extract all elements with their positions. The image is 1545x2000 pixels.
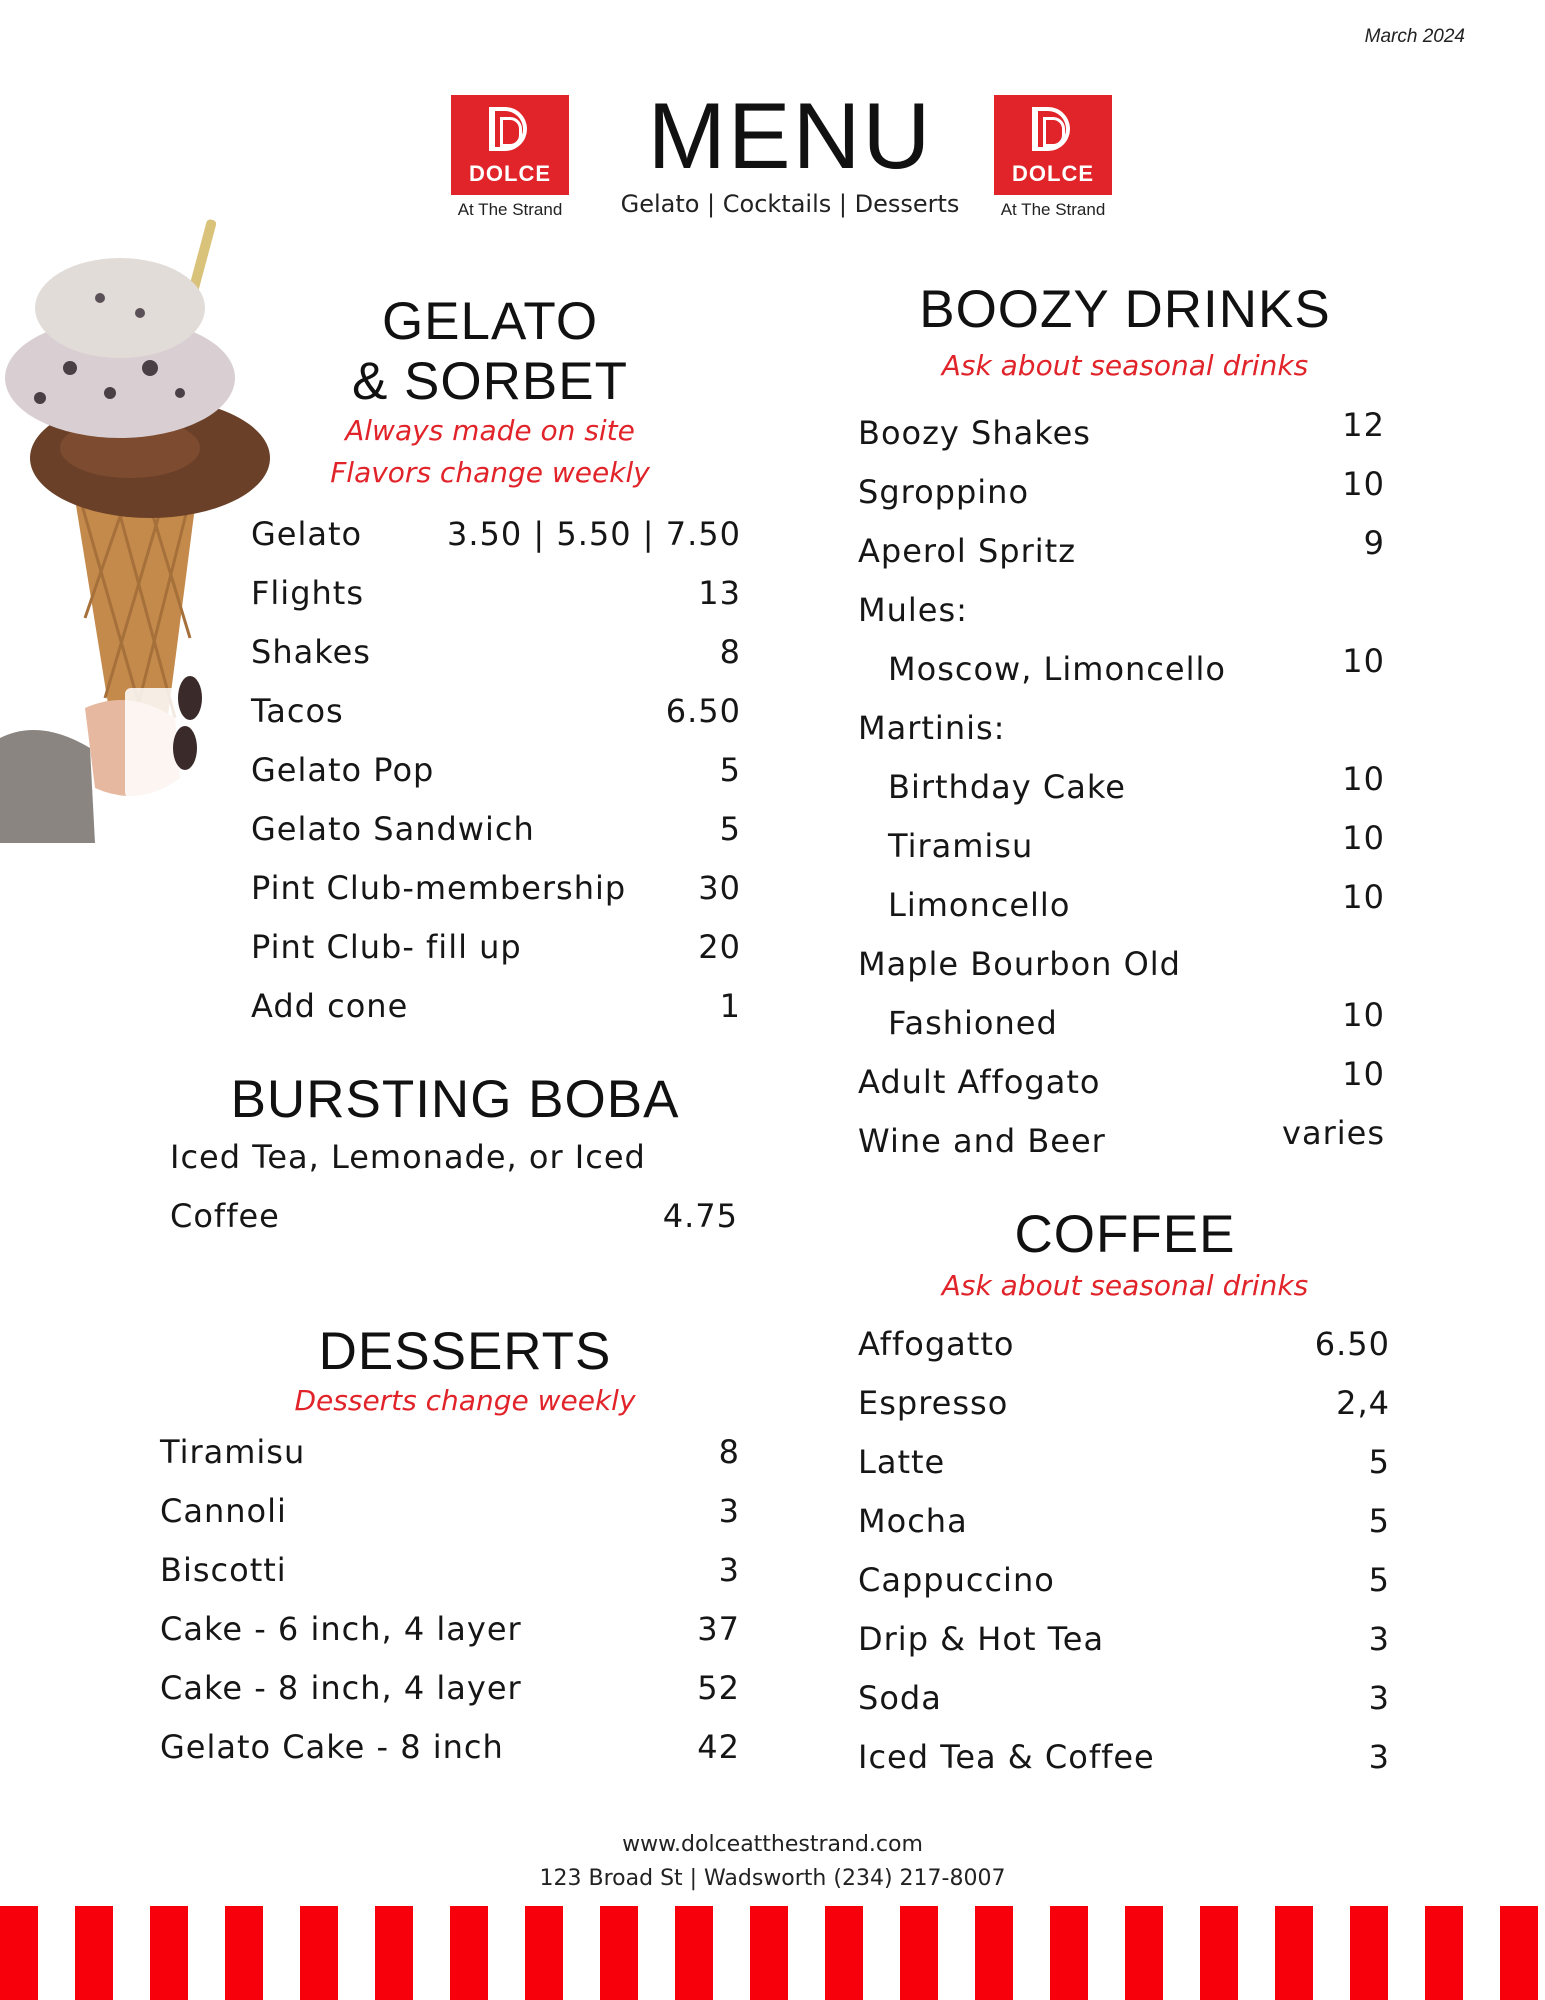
item-name: Gelato Cake - 8 inch — [160, 1728, 504, 1766]
boba-line2: Coffee — [170, 1197, 280, 1235]
item-price: 30 — [698, 869, 741, 907]
item-price: 9 — [1363, 524, 1385, 562]
desserts-note: Desserts change weekly — [294, 1384, 636, 1417]
item-name: Gelato Pop — [251, 751, 435, 789]
item-price: 3.50 | 5.50 | 7.50 — [447, 515, 741, 553]
red-white-stripes — [0, 1906, 1545, 2000]
item-name: Cannoli — [160, 1492, 287, 1530]
menu-title: MENU — [647, 83, 933, 188]
item-name: Mocha — [858, 1502, 968, 1540]
footer-address: 123 Broad St | Wadsworth (234) 217-8007 — [539, 1866, 1006, 1891]
item-price: 10 — [1342, 465, 1385, 503]
gelato-cone-image — [0, 218, 285, 843]
item-price: 3 — [718, 1551, 740, 1589]
item-name: Mules: — [858, 591, 968, 629]
item-price: 10 — [1342, 642, 1385, 680]
item-price: 8 — [718, 1433, 740, 1471]
logo-word: DOLCE — [1012, 161, 1094, 186]
item-name: Wine and Beer — [858, 1122, 1106, 1160]
item-price: varies — [1282, 1114, 1385, 1152]
item-price: 5 — [1368, 1561, 1390, 1599]
gelato-title-line2: & SORBET — [351, 352, 628, 411]
item-price: 52 — [697, 1669, 740, 1707]
item-price: 42 — [697, 1728, 740, 1766]
item-name: Cake - 6 inch, 4 layer — [160, 1610, 522, 1648]
gelato-note-flavors-weekly: Flavors change weekly — [330, 456, 650, 489]
item-name: Tiramisu — [888, 827, 1034, 865]
item-name: Gelato Sandwich — [251, 810, 535, 848]
item-name: Iced Tea & Coffee — [858, 1738, 1155, 1776]
gelato-title-line1: GELATO — [381, 292, 599, 351]
logo-d-icon — [1032, 107, 1070, 151]
item-name: Shakes — [251, 633, 371, 671]
menu-date: March 2024 — [1364, 26, 1465, 47]
item-name: Biscotti — [160, 1551, 287, 1589]
item-name: Pint Club-membership — [251, 869, 627, 907]
item-name: Affogatto — [858, 1325, 1015, 1363]
item-price: 5 — [1368, 1443, 1390, 1481]
boba-line1: Iced Tea, Lemonade, or Iced — [170, 1138, 646, 1176]
item-price: 3 — [718, 1492, 740, 1530]
item-name: Birthday Cake — [888, 768, 1126, 806]
item-price: 3 — [1368, 1738, 1390, 1776]
item-name: Drip & Hot Tea — [858, 1620, 1105, 1658]
item-name: Cappuccino — [858, 1561, 1055, 1599]
logo-mark — [451, 95, 569, 195]
item-name: Latte — [858, 1443, 946, 1481]
item-price: 10 — [1342, 819, 1385, 857]
item-name: Boozy Shakes — [858, 414, 1091, 452]
item-name: Sgroppino — [858, 473, 1030, 511]
item-name: Limoncello — [888, 886, 1071, 924]
coffee-note: Ask about seasonal drinks — [941, 1269, 1309, 1302]
logo-subtitle: At The Strand — [1000, 200, 1106, 219]
item-price: 6.50 — [665, 692, 741, 730]
item-price: 6.50 — [1314, 1325, 1390, 1363]
item-name: Adult Affogato — [858, 1063, 1101, 1101]
item-price: 2,4 — [1336, 1384, 1390, 1422]
coffee-title: COFFEE — [1014, 1205, 1236, 1264]
boozy-title: BOOZY DRINKS — [919, 280, 1331, 339]
item-price: 5 — [719, 810, 741, 848]
item-name: Aperol Spritz — [858, 532, 1076, 570]
item-price: 20 — [698, 928, 741, 966]
item-price: 10 — [1342, 760, 1385, 798]
item-price: 1 — [719, 987, 741, 1025]
item-name: Fashioned — [888, 1004, 1058, 1042]
logo-d-icon — [489, 107, 527, 151]
item-price: 3 — [1368, 1620, 1390, 1658]
item-name: Tacos — [251, 692, 344, 730]
logo-subtitle: At The Strand — [457, 200, 563, 219]
menu-subtitle: Gelato | Cocktails | Desserts — [620, 190, 960, 218]
item-name: Tiramisu — [160, 1433, 306, 1471]
desserts-title: DESSERTS — [318, 1322, 612, 1381]
item-price: 10 — [1342, 1055, 1385, 1093]
footer-website[interactable]: www.dolceatthestrand.com — [622, 1832, 923, 1857]
item-name: Add cone — [251, 987, 409, 1025]
item-name: Soda — [858, 1679, 942, 1717]
item-price: 13 — [698, 574, 741, 612]
boozy-note: Ask about seasonal drinks — [941, 349, 1309, 382]
dolce-logo-right — [994, 95, 1112, 220]
item-price: 4.75 — [662, 1197, 738, 1235]
item-name: Maple Bourbon Old — [858, 945, 1181, 983]
dolce-logo-left — [451, 95, 569, 220]
item-name: Pint Club- fill up — [251, 928, 522, 966]
gelato-note-made-on-site: Always made on site — [345, 414, 635, 447]
item-price: 37 — [697, 1610, 740, 1648]
item-name: Gelato — [251, 515, 363, 553]
item-price: 5 — [1368, 1502, 1390, 1540]
item-price: 8 — [719, 633, 741, 671]
item-price: 12 — [1342, 406, 1385, 444]
item-name: Espresso — [858, 1384, 1009, 1422]
item-price: 10 — [1342, 996, 1385, 1034]
item-name: Martinis: — [858, 709, 1006, 747]
logo-word: DOLCE — [469, 161, 551, 186]
item-price: 5 — [719, 751, 741, 789]
item-price: 10 — [1342, 878, 1385, 916]
item-name: Moscow, Limoncello — [888, 650, 1226, 688]
item-name: Flights — [251, 574, 364, 612]
boba-title: BURSTING BOBA — [230, 1070, 680, 1129]
item-price: 3 — [1368, 1679, 1390, 1717]
logo-mark — [994, 95, 1112, 195]
item-name: Cake - 8 inch, 4 layer — [160, 1669, 522, 1707]
